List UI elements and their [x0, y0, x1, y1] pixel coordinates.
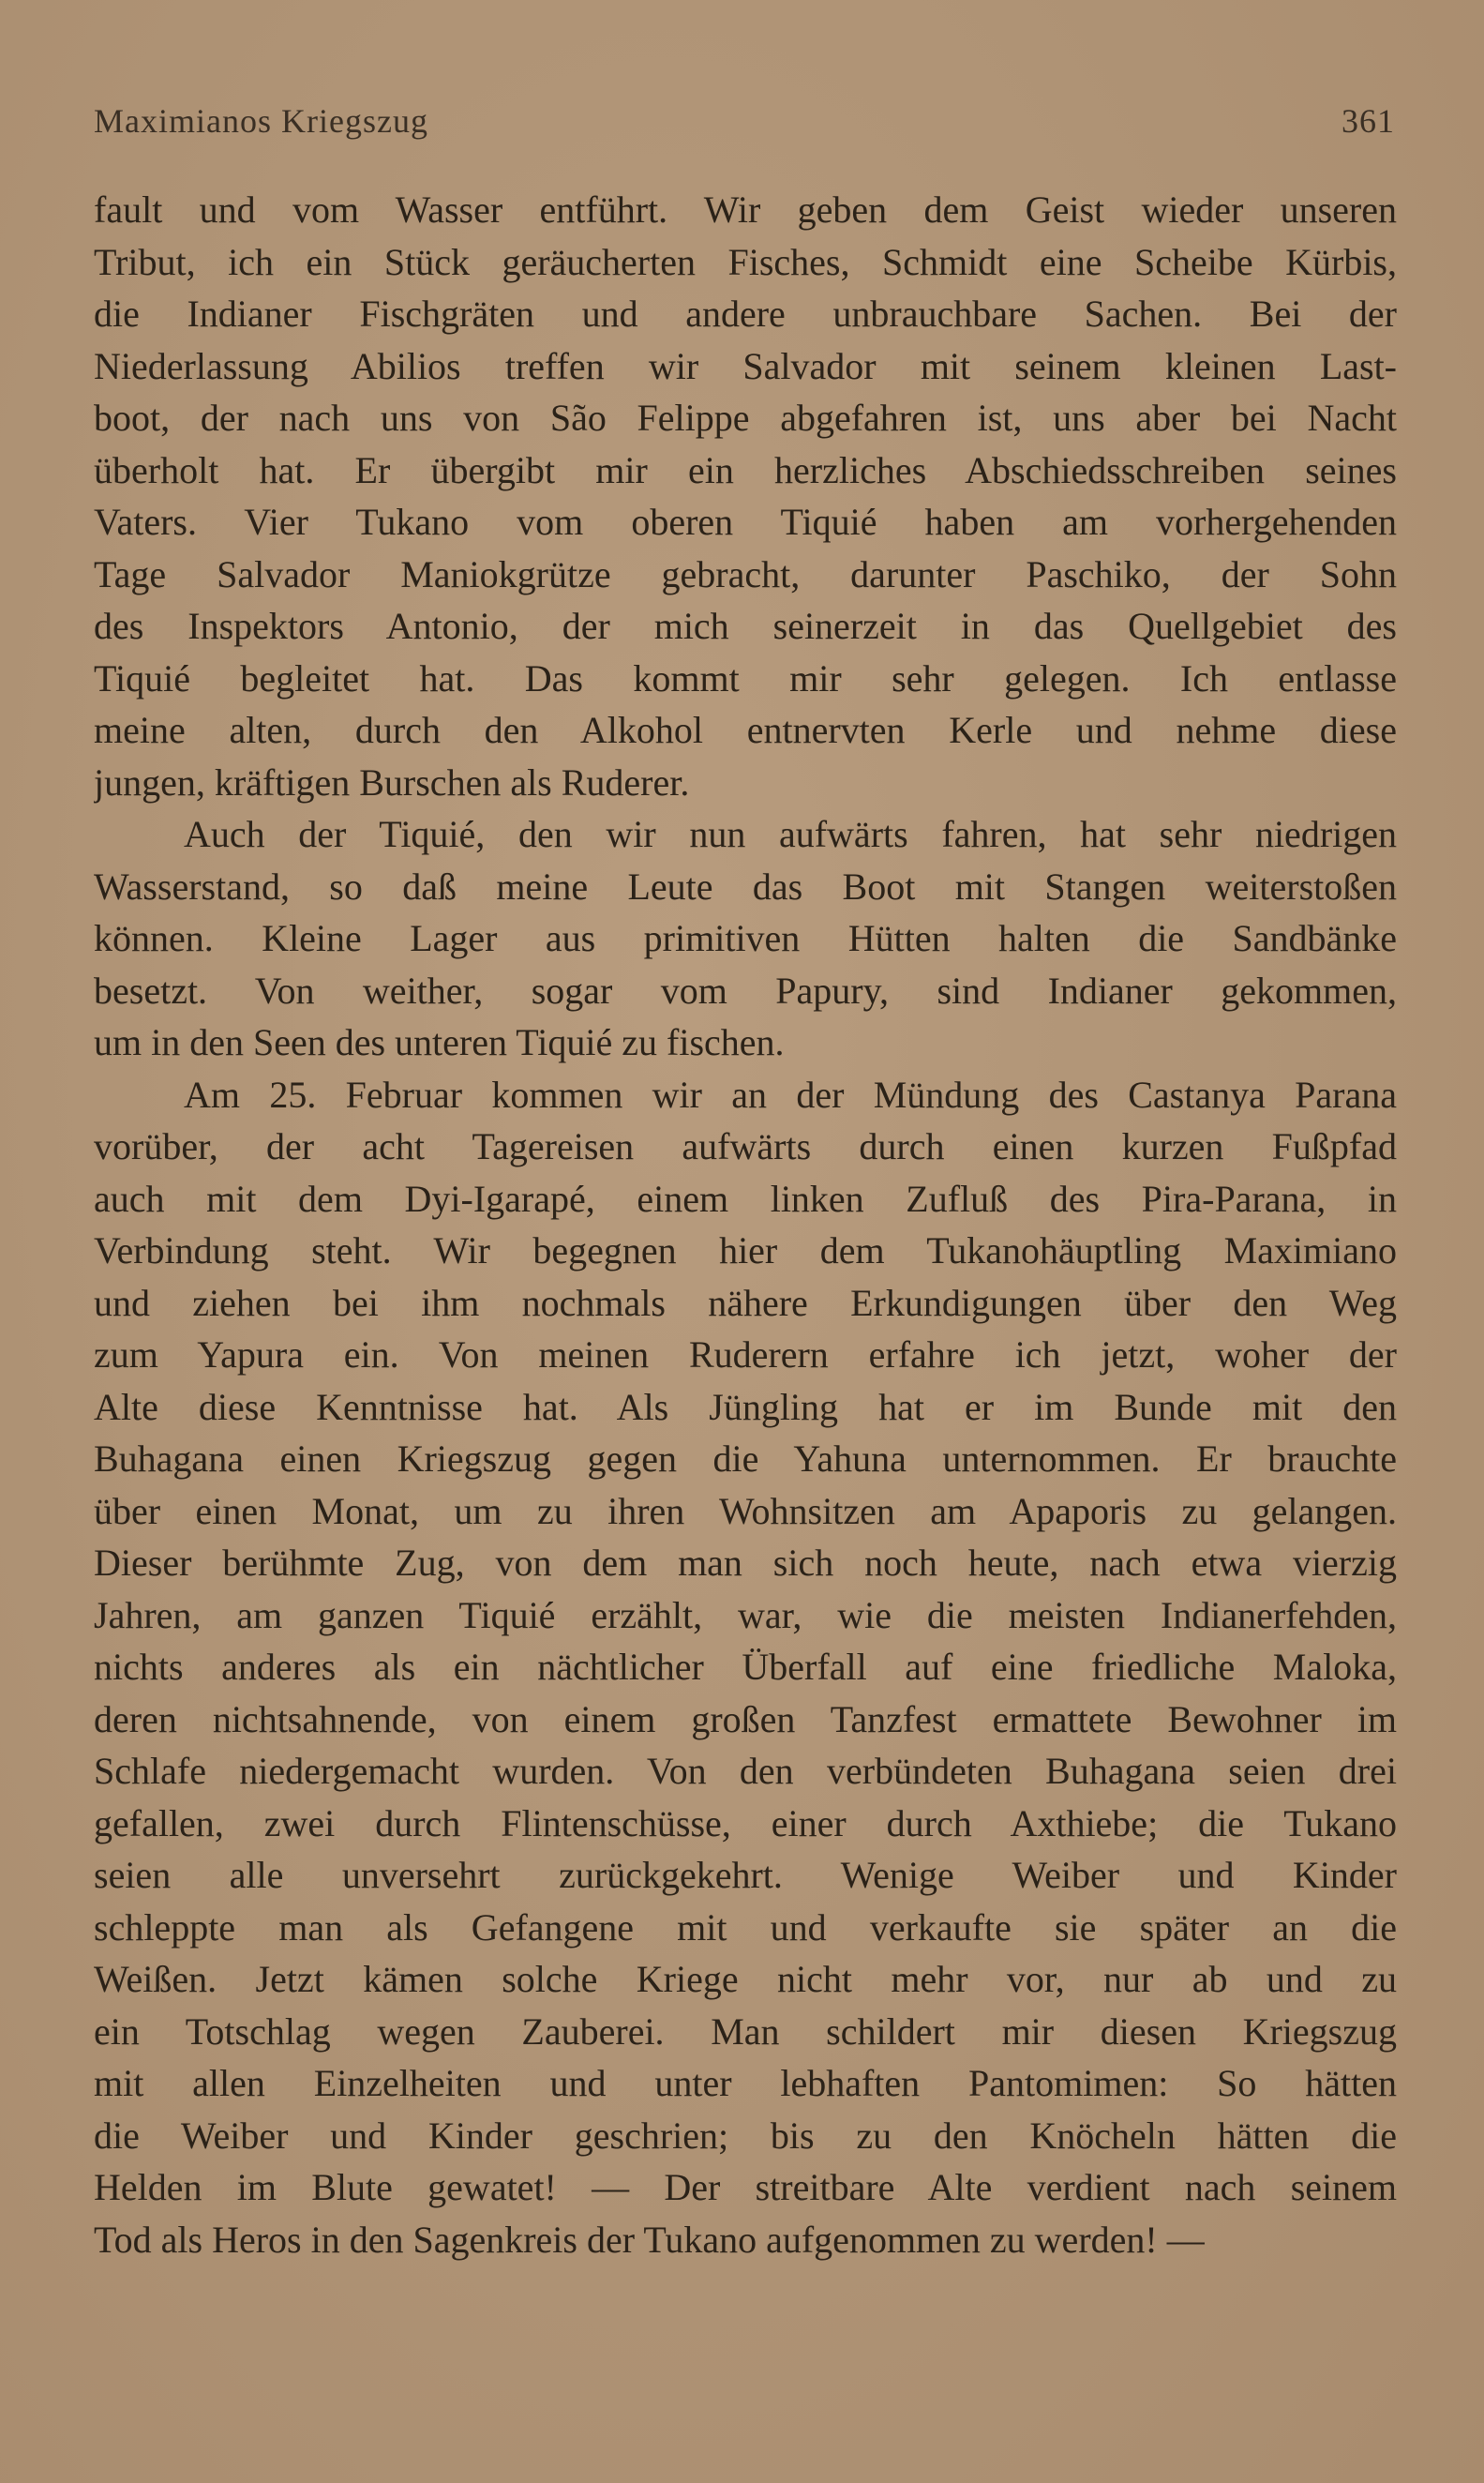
- text-line: Weißen. Jetzt kämen solche Kriege nicht mehr vor, nur ab und zu: [94, 1958, 1397, 2000]
- text-line: über einen Monat, um zu ihren Wohnsitzen am Apaporis zu gelangen.: [94, 1489, 1397, 1532]
- text-line: deren nichtsahnende, von einem großen Tanzfest ermattete Bewohner im: [94, 1697, 1397, 1740]
- text-line: Jahren, am ganzen Tiquié erzählt, war, wie die meisten Indianerfehden,: [94, 1593, 1397, 1636]
- text-line: Helden im Blute gewatet! — Der streitbare Alte verdient nach seinem: [94, 2166, 1397, 2208]
- text-line: überholt hat. Er übergibt mir ein herzliches Abschiedsschreiben seines: [94, 448, 1397, 491]
- text-line: Alte diese Kenntnisse hat. Als Jüngling hat er im Bunde mit den: [94, 1385, 1397, 1428]
- text-line: jungen, kräftigen Burschen als Ruderer.: [94, 760, 690, 804]
- text-line: auch mit dem Dyi-Igarapé, einem linken Zufluß des Pira-Parana, in: [94, 1177, 1397, 1220]
- body-text: [94, 184, 1397, 2265]
- text-line: des Inspektors Antonio, der mich seinerzeit in das Quellgebiet des: [94, 605, 1397, 647]
- text-line: Am 25. Februar kommen wir an der Mündung des Castanya Parana: [184, 1073, 1397, 1116]
- text-line: Vaters. Vier Tukano vom oberen Tiquié haben am vorhergehenden: [94, 501, 1397, 543]
- text-line: Tage Salvador Maniokgrütze gebracht, darunter Paschiko, der Sohn: [94, 552, 1397, 595]
- text-line: schleppte man als Gefangene mit und verkaufte sie später an die: [94, 1905, 1397, 1949]
- text-line: ein Totschlag wegen Zauberei. Man schildert mir diesen Kriegszug: [94, 2009, 1397, 2053]
- text-line: die Indianer Fischgräten und andere unbrauchbare Sachen. Bei der: [94, 293, 1397, 335]
- text-line: Tribut, ich ein Stück geräucherten Fisches, Schmidt eine Scheibe Kürbis,: [94, 240, 1397, 283]
- text-line: besetzt. Von weither, sogar vom Papury, sind Indianer gekommen,: [94, 969, 1397, 1012]
- text-line: Verbindung steht. Wir begegnen hier dem Tukanohäuptling Maximiano: [94, 1229, 1397, 1272]
- paragraph: [94, 1069, 1397, 2266]
- paragraph: [94, 808, 1397, 1069]
- text-line: meine alten, durch den Alkohol entnervten Kerle und nehme diese: [94, 709, 1397, 751]
- page-number: 361: [1342, 102, 1395, 140]
- text-line: seien alle unversehrt zurückgekehrt. Wenige Weiber und Kinder: [94, 1854, 1397, 1896]
- text-line: können. Kleine Lager aus primitiven Hütten halten die Sandbänke: [94, 917, 1397, 959]
- text-line: vorüber, der acht Tagereisen aufwärts durch einen kurzen Fußpfad: [94, 1125, 1397, 1167]
- text-line: nichts anderes als ein nächtlicher Überfall auf eine friedliche Maloka,: [94, 1646, 1397, 1688]
- text-line: Auch der Tiquié, den wir nun aufwärts fahren, hat sehr niedrigen: [184, 813, 1397, 855]
- text-line: um in den Seen des unteren Tiquié zu fischen.: [94, 1021, 785, 1063]
- text-line: Buhagana einen Kriegszug gegen die Yahuna unternommen. Er brauchte: [94, 1437, 1397, 1480]
- text-line: zum Yapura ein. Von meinen Ruderern erfahre ich jetzt, woher der: [94, 1333, 1397, 1376]
- text-line: Tiquié begleitet hat. Das kommt mir sehr gelegen. Ich entlasse: [94, 656, 1397, 700]
- text-line: boot, der nach uns von São Felippe abgefahren ist, uns aber bei Nacht: [94, 397, 1397, 439]
- running-head-title: Maximianos Kriegszug: [94, 102, 428, 140]
- text-line: Schlafe niedergemacht wurden. Von den verbündeten Buhagana seien drei: [94, 1750, 1397, 1792]
- text-line: fault und vom Wasser entführt. Wir geben dem Geist wieder unseren: [94, 188, 1397, 231]
- text-line: Tod als Heros in den Sagenkreis der Tukano aufgenommen zu werden! —: [94, 2218, 1205, 2261]
- text-line: Niederlassung Abilios treffen wir Salvador mit seinem kleinen Last-: [94, 344, 1397, 387]
- paragraph: [94, 184, 1397, 808]
- text-line: Dieser berühmte Zug, von dem man sich noch heute, nach etwa vierzig: [94, 1542, 1397, 1584]
- text-line: gefallen, zwei durch Flintenschüsse, einer durch Axthiebe; die Tukano: [94, 1801, 1397, 1844]
- text-line: Wasserstand, so daß meine Leute das Boot mit Stangen weiterstoßen: [94, 865, 1397, 908]
- text-line: die Weiber und Kinder geschrien; bis zu den Knöcheln hätten die: [94, 2114, 1397, 2157]
- text-line: und ziehen bei ihm nochmals nähere Erkundigungen über den Weg: [94, 1281, 1397, 1324]
- running-head: [94, 101, 1397, 146]
- text-line: mit allen Einzelheiten und unter lebhaften Pantomimen: So hätten: [94, 2062, 1397, 2104]
